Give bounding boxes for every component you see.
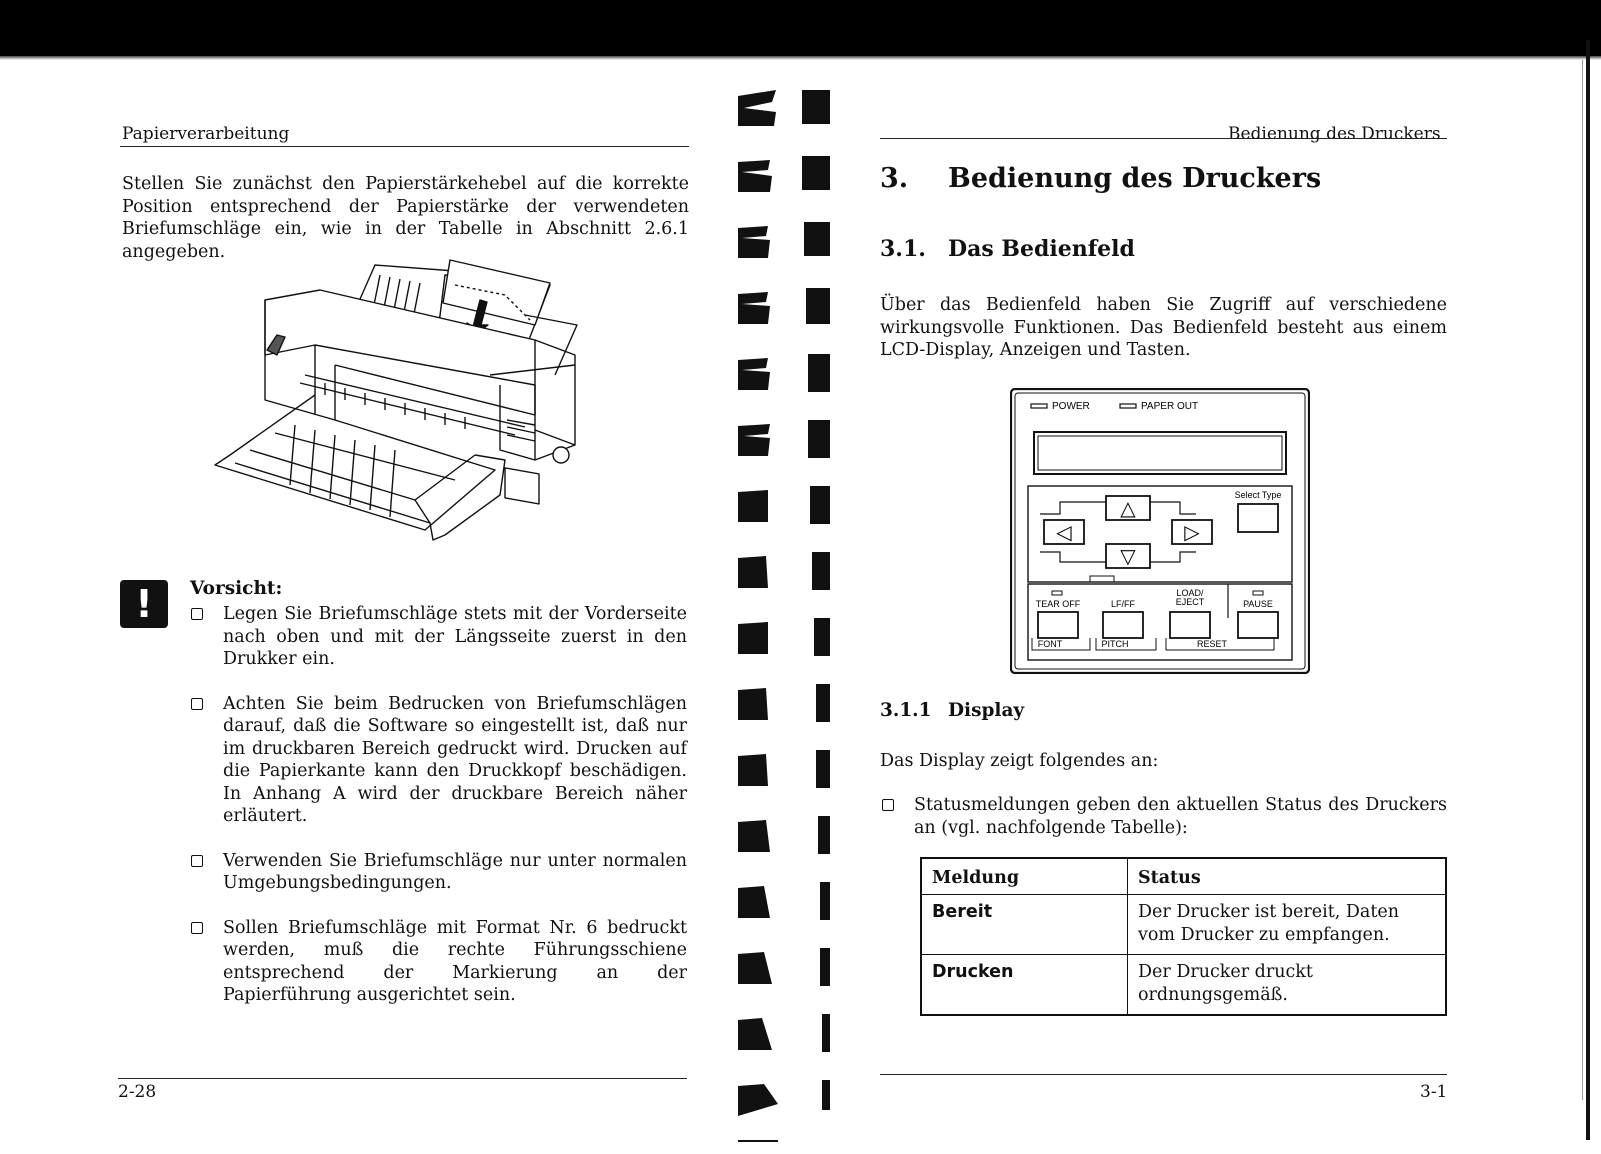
caution-item: Sollen Briefumschläge mit Format Nr. 6 bedruckt werden, muß die rechte Führungsschiene entsprechend der Markierung an der Papierführung ausgerichtet sein.	[190, 917, 687, 1007]
tear-off-label: TEAR OFF	[1035, 599, 1081, 609]
right-running-head: Bedienung des Druckers	[1228, 124, 1441, 144]
left-header-rule	[120, 146, 689, 147]
section-number: 3.1.	[880, 236, 926, 262]
right-footer-rule	[880, 1074, 1447, 1075]
table-header-cell: Status	[1128, 858, 1447, 895]
caution-item: Legen Sie Briefumschläge stets mit der Vorderseite nach oben und mit der Längsseite zuerst in den Drukker ein.	[190, 603, 687, 671]
eject-label: EJECT	[1175, 597, 1205, 607]
chapter-title: Bedienung des Druckers	[948, 163, 1322, 194]
section-intro: Über das Bedienfeld haben Sie Zugriff auf verschiedene wirkungsvolle Funktionen. Das Bedienfeld besteht aus einem LCD-Display, Anzeigen und Tasten.	[880, 295, 1447, 360]
select-type-label: Select Type	[1234, 490, 1282, 500]
subsection-title: Display	[948, 700, 1025, 721]
left-footer-rule	[118, 1078, 687, 1079]
table-cell-message: Bereit	[921, 895, 1128, 955]
pause-label: PAUSE	[1243, 599, 1273, 609]
table-cell-message: Drucken	[921, 955, 1128, 1015]
subsection-number: 3.1.1	[880, 700, 932, 721]
checkbox-bullet-icon	[882, 799, 894, 811]
caution-item: Verwenden Sie Briefumschläge nur unter normalen Umgebungsbedingungen.	[190, 850, 687, 895]
table-header-row	[921, 858, 1446, 895]
checkbox-bullet-icon	[191, 922, 203, 934]
table-row	[921, 955, 1446, 1015]
table-cell-status: Der Drucker ist bereit, Daten vom Drucker zu empfangen.	[1128, 895, 1447, 955]
binding-thumb-marks	[738, 88, 833, 1148]
pitch-label: PITCH	[1101, 639, 1129, 649]
section-heading	[880, 236, 1135, 262]
font-label: FONT	[1037, 639, 1063, 649]
paper-out-label: PAPER OUT	[1141, 401, 1199, 412]
caution-item: Achten Sie beim Bedrucken von Briefumschlägen darauf, daß die Software so eingestellt ist, daß nur im druckbaren Bereich gedruckt wird. Drucken auf die Papierkante kann den Druckkopf beschädigen. In Anhang A wird der druckbare Bereich näher erläutert.	[190, 693, 687, 828]
load-eject-button	[1170, 612, 1210, 638]
table-header-cell: Meldung	[921, 858, 1128, 895]
intro-paragraph: Stellen Sie zunächst den Papierstärkehebel auf die korrekte Position entsprechend der Papierstärke der verwendeten Briefumschläge ein, wie in der Tabelle in Abschnitt 2.6.1 angegeben.	[122, 174, 689, 262]
chapter-heading	[880, 163, 1321, 194]
checkbox-bullet-icon	[191, 855, 203, 867]
section-title: Das Bedienfeld	[948, 236, 1135, 262]
load-label: LOAD/	[1176, 588, 1204, 598]
caution-list	[190, 603, 687, 1029]
caution-icon: !	[120, 580, 168, 628]
arrow-left-button: ◁	[1056, 522, 1072, 544]
left-page-number: 2-28	[118, 1082, 157, 1102]
display-intro: Das Display zeigt folgendes an:	[880, 751, 1159, 771]
checkbox-bullet-icon	[191, 698, 203, 710]
checkbox-bullet-icon	[191, 608, 203, 620]
chapter-number: 3.	[880, 163, 909, 194]
caution-title: Vorsicht:	[190, 578, 283, 599]
table-row	[921, 895, 1446, 955]
scan-top-border	[0, 0, 1601, 56]
lf-ff-button	[1103, 612, 1143, 638]
pause-button	[1238, 612, 1278, 638]
select-type-button	[1238, 504, 1278, 532]
arrow-up-button: △	[1120, 498, 1136, 520]
right-header-rule	[880, 138, 1447, 139]
lf-ff-label: LF/FF	[1111, 599, 1135, 609]
tear-off-button	[1038, 612, 1078, 638]
printer-illustration	[205, 255, 605, 545]
scan-top-shadow	[0, 56, 1601, 60]
status-table	[920, 857, 1447, 1016]
table-cell-status: Der Drucker druckt ordnungsgemäß.	[1128, 955, 1447, 1015]
reset-label: RESET	[1196, 639, 1228, 649]
right-page-number: 3-1	[1420, 1082, 1448, 1102]
status-bullet: Statusmeldungen geben den aktuellen Status des Druckers an (vgl. nachfolgende Tabelle):	[880, 794, 1447, 839]
arrow-right-button: ▷	[1184, 522, 1200, 544]
control-panel-diagram	[1010, 388, 1310, 674]
left-running-head: Papierverarbeitung	[122, 124, 290, 144]
scan-right-edge	[1586, 40, 1590, 1140]
subsection-heading	[880, 700, 1024, 721]
scan-right-edge-line	[1582, 60, 1583, 1100]
arrow-down-button: ▽	[1120, 546, 1136, 568]
power-label: POWER	[1052, 401, 1090, 412]
